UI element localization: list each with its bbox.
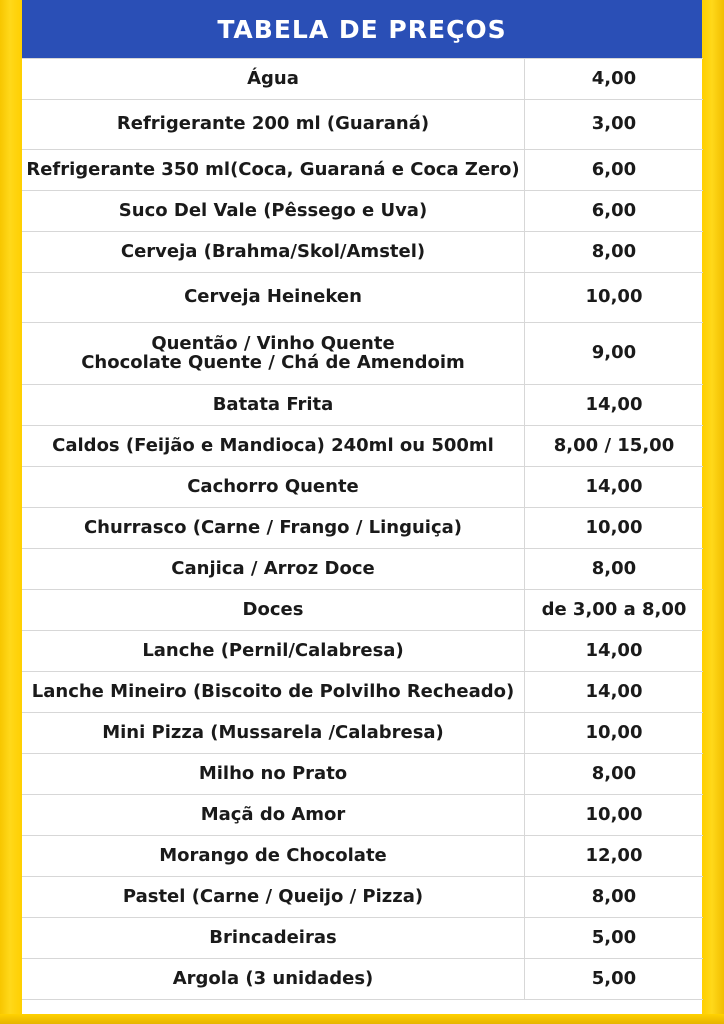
item-cell: Suco Del Vale (Pêssego e Uva)	[22, 191, 525, 232]
table-row	[22, 795, 703, 836]
table-row	[22, 877, 703, 918]
item-line-2: Chocolate Quente / Chá de Amendoim	[81, 351, 465, 373]
price-cell: 14,00	[525, 672, 704, 713]
price-cell: 10,00	[525, 795, 704, 836]
table-row	[22, 232, 703, 273]
item-cell: Pastel (Carne / Queijo / Pizza)	[22, 877, 525, 918]
price-cell: 14,00	[525, 631, 704, 672]
item-line-1: Quentão / Vinho Quente	[151, 332, 395, 354]
table-row	[22, 323, 703, 385]
price-cell: 8,00	[525, 877, 704, 918]
item-cell: Lanche (Pernil/Calabresa)	[22, 631, 525, 672]
price-cell: 5,00	[525, 959, 704, 1000]
price-cell: 8,00	[525, 232, 704, 273]
item-cell: Milho no Prato	[22, 754, 525, 795]
item-cell: Refrigerante 350 ml(Coca, Guaraná e Coca Zero)	[22, 150, 525, 191]
price-cell: 9,00	[525, 323, 704, 385]
table-row	[22, 150, 703, 191]
table-row	[22, 508, 703, 549]
price-cell: 10,00	[525, 713, 704, 754]
table-row	[22, 754, 703, 795]
table-row	[22, 590, 703, 631]
price-cell: 6,00	[525, 191, 704, 232]
table-row	[22, 713, 703, 754]
item-cell: Morango de Chocolate	[22, 836, 525, 877]
price-cell: 6,00	[525, 150, 704, 191]
table-row	[22, 426, 703, 467]
price-cell: de 3,00 a 8,00	[525, 590, 704, 631]
item-cell-two-line	[22, 323, 525, 385]
price-cell: 8,00	[525, 549, 704, 590]
table-row	[22, 959, 703, 1000]
price-table	[22, 58, 703, 1000]
table-row	[22, 918, 703, 959]
item-cell: Argola (3 unidades)	[22, 959, 525, 1000]
item-cell: Batata Frita	[22, 385, 525, 426]
item-cell: Refrigerante 200 ml (Guaraná)	[22, 100, 525, 150]
price-cell: 10,00	[525, 508, 704, 549]
price-cell: 8,00 / 15,00	[525, 426, 704, 467]
page-title: TABELA DE PREÇOS	[217, 14, 507, 44]
price-cell: 14,00	[525, 467, 704, 508]
item-cell: Canjica / Arroz Doce	[22, 549, 525, 590]
price-cell: 8,00	[525, 754, 704, 795]
price-list-page	[22, 0, 702, 1014]
yellow-bottom-border	[0, 1014, 724, 1024]
item-cell: Maçã do Amor	[22, 795, 525, 836]
table-row	[22, 59, 703, 100]
table-row	[22, 191, 703, 232]
table-row	[22, 273, 703, 323]
price-cell: 12,00	[525, 836, 704, 877]
title-bar	[22, 0, 702, 58]
item-cell: Cerveja (Brahma/Skol/Amstel)	[22, 232, 525, 273]
item-cell: Doces	[22, 590, 525, 631]
table-row	[22, 385, 703, 426]
table-row	[22, 672, 703, 713]
item-cell: Churrasco (Carne / Frango / Linguiça)	[22, 508, 525, 549]
price-cell: 14,00	[525, 385, 704, 426]
item-cell: Cerveja Heineken	[22, 273, 525, 323]
item-cell: Cachorro Quente	[22, 467, 525, 508]
item-cell: Brincadeiras	[22, 918, 525, 959]
item-cell: Mini Pizza (Mussarela /Calabresa)	[22, 713, 525, 754]
table-row	[22, 549, 703, 590]
table-row	[22, 836, 703, 877]
price-cell: 5,00	[525, 918, 704, 959]
table-row	[22, 631, 703, 672]
price-cell: 3,00	[525, 100, 704, 150]
price-cell: 4,00	[525, 59, 704, 100]
price-cell: 10,00	[525, 273, 704, 323]
item-cell: Água	[22, 59, 525, 100]
table-row	[22, 467, 703, 508]
table-row	[22, 100, 703, 150]
item-cell: Caldos (Feijão e Mandioca) 240ml ou 500ml	[22, 426, 525, 467]
item-cell: Lanche Mineiro (Biscoito de Polvilho Recheado)	[22, 672, 525, 713]
